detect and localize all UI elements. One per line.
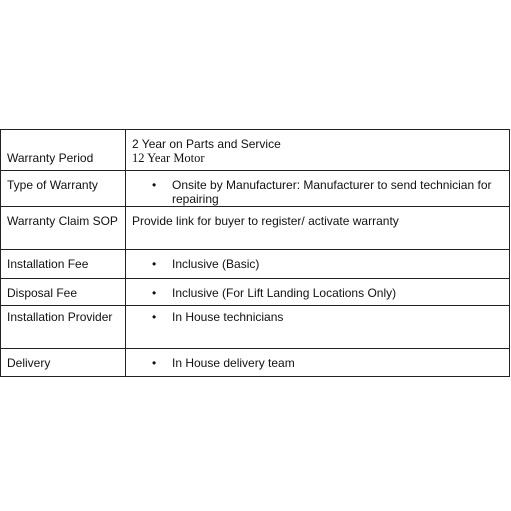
label-cell [1,171,126,207]
table-row-delivery [1,349,510,377]
bullet-list [132,171,509,206]
disposal-fee-label: Disposal Fee [7,286,78,300]
value-cell [126,171,510,207]
label-cell [1,349,126,377]
value-cell [126,130,510,171]
motor-text: 12 Year Motor [132,151,205,165]
table-row-type-of-warranty [1,171,510,207]
table-row-disposal-fee [1,279,510,306]
value-cell [126,279,510,306]
value-cell [126,306,510,349]
label-cell [1,306,126,349]
label-cell [1,250,126,279]
list-item: • Inclusive (For Lift Landing Locations Only) [172,286,509,300]
value-cell [126,349,510,377]
warranty-claim-sop-value [132,207,509,228]
table-row-installation-fee [1,250,510,279]
label-cell [1,207,126,250]
table-row-installation-provider [1,306,510,349]
table-row-warranty-claim-sop [1,207,510,250]
label-cell [1,279,126,306]
delivery-label: Delivery [7,356,51,370]
list-item: • Inclusive (Basic) [172,257,509,271]
type-of-warranty-label: Type of Warranty [7,178,98,192]
bullet-list [132,306,509,324]
bullet-list [132,349,509,370]
table-row-warranty-period [1,130,510,171]
value-cell [126,207,510,250]
parts-service-text: 2 Year on Parts and Service [132,137,281,151]
list-item: • In House technicians [172,310,509,324]
list-item: • Onsite by Manufacturer: Manufacturer to send technician for repairing [172,178,509,206]
register-link-text: Provide link for buyer to register/ activate warranty [132,214,399,228]
warranty-period-label: Warranty Period [7,151,94,165]
bullet-list [132,279,509,300]
warranty-table [0,129,510,377]
bullet-list [132,250,509,271]
installation-fee-label: Installation Fee [7,257,89,271]
installation-provider-label: Installation Provider [7,310,113,324]
warranty-period-value [132,130,509,165]
label-cell [1,130,126,171]
list-item: • In House delivery team [172,356,509,370]
warranty-claim-sop-label: Warranty Claim SOP [7,214,118,228]
value-cell [126,250,510,279]
